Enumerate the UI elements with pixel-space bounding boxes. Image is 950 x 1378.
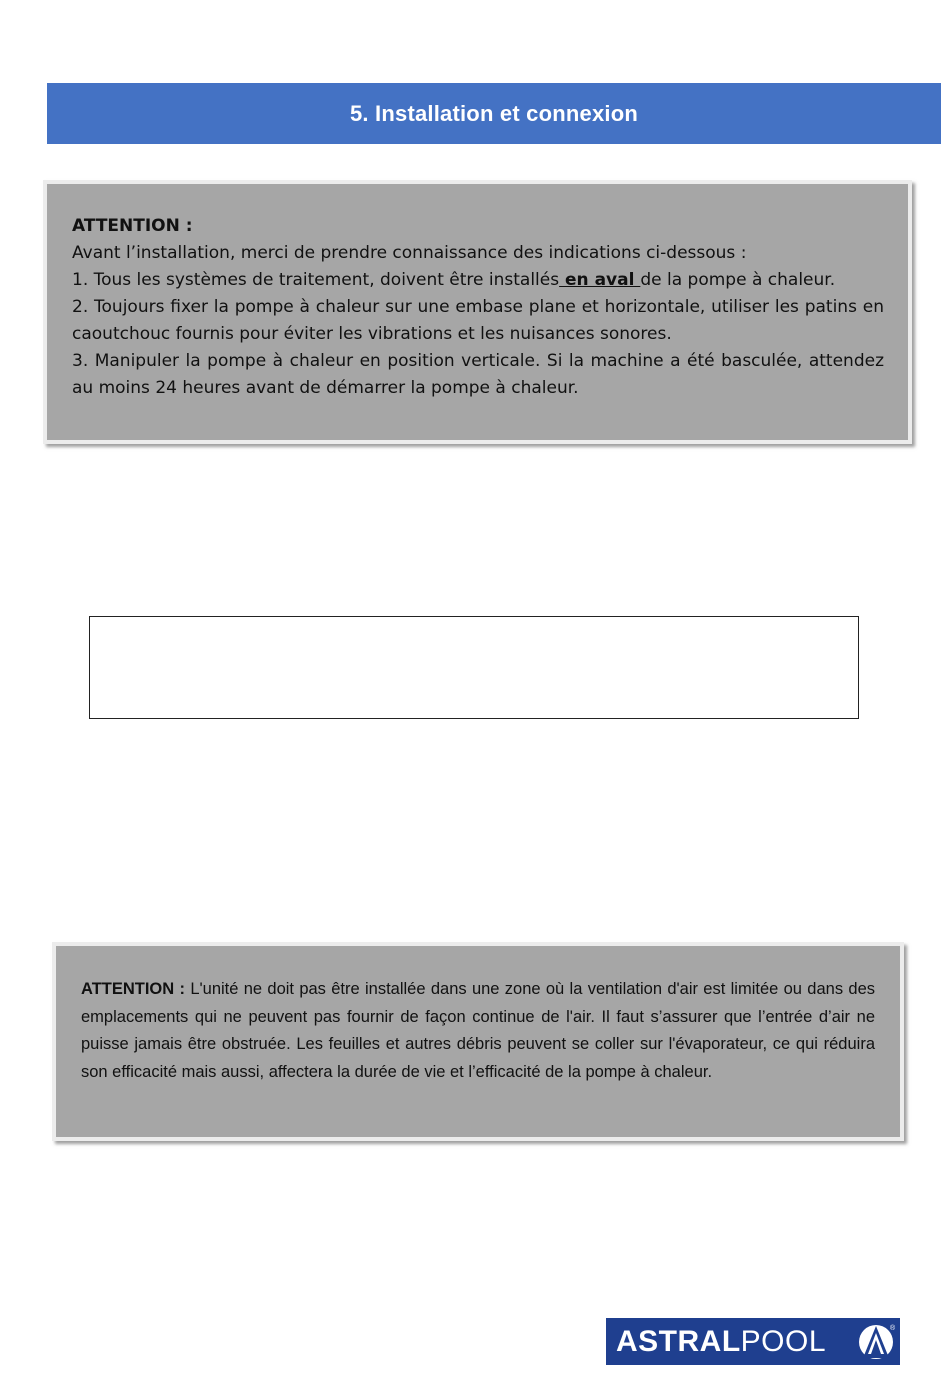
section-header [47,83,941,144]
attention-item-1 [72,267,884,294]
attention-body-2: L'unité ne doit pas être installée dans une zone où la ventilation d'air est limitée ou dans des emplacements qui ne peuvent pas fournir de façon continue de l'air. Il faut s’assurer que l’entrée d’air ne puisse jamais être obstruée. Les feuilles et autres débris peuvent se coller sur l'évaporateur, ce qui réduira son efficacité mais aussi, affectera la durée de vie et l’efficacité de la pompe à chaleur. [81,980,875,1081]
attention-content [72,213,884,402]
logo-pyramid-icon [856,1321,896,1361]
logo-wordmark: ASTRALPOOL [616,1324,827,1358]
astralpool-logo [606,1318,900,1365]
attention-title: ATTENTION : [72,216,193,236]
item-1-text-end: de la pompe à chaleur. [640,270,836,290]
attention-content-2 [81,976,875,1086]
item-1-text: 1. Tous les systèmes de traitement, doivent être installés [72,270,560,290]
attention-box-installation [43,180,912,444]
attention-title-2: ATTENTION : [81,980,185,998]
svg-text:®: ® [890,1325,896,1332]
attention-item-3: 3. Manipuler la pompe à chaleur en position verticale. Si la machine a été basculée, attendez au moins 24 heures avant de démarrer la pompe à chaleur. [72,351,884,398]
image-frame [89,616,859,719]
attention-intro: Avant l’installation, merci de prendre connaissance des indications ci-dessous : [72,243,747,263]
attention-box-ventilation [52,942,904,1141]
attention-item-2: 2. Toujours fixer la pompe à chaleur sur une embase plane et horizontale, utiliser les patins en caoutchouc fournis pour éviter les vibrations et les nuisances sonores. [72,297,884,344]
section-title: 5. Installation et connexion [350,100,638,126]
item-1-emphasis: en aval [559,270,641,290]
